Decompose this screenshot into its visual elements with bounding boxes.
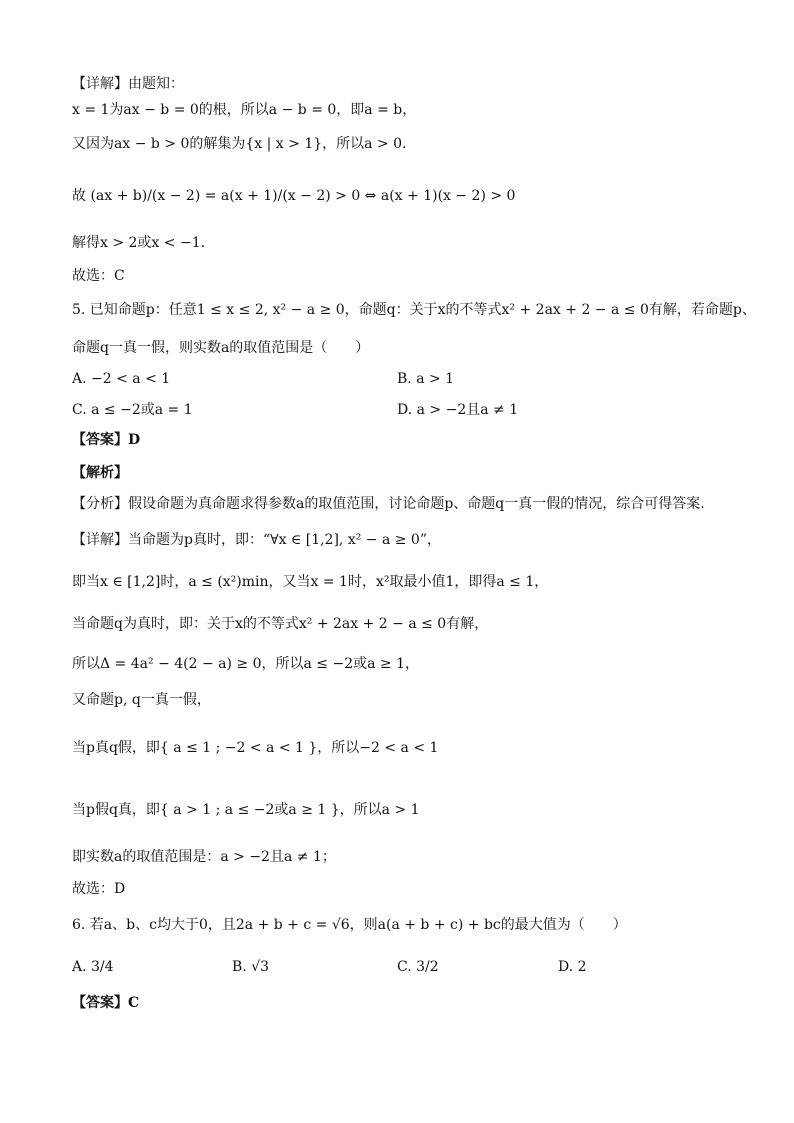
answer-label: 【答案】D [72,432,141,448]
text-line: 【详解】由题知： [72,76,184,92]
answer-label: 【答案】C [72,995,140,1011]
text-line: 又命题p, q一真一假， [72,692,211,708]
option-d: D. 2 [558,959,587,975]
option-b: B. a > 1 [397,371,455,387]
text-line: 解得x > 2或x < −1. [72,235,206,251]
option-a: A. −2 < a < 1 [72,371,171,387]
option-a: A. 3/4 [72,959,114,975]
option-c: C. a ≤ −2或a = 1 [72,402,193,418]
option-c: C. 3/2 [397,959,439,975]
text-line: 当命题q为真时，即：关于x的不等式x² + 2ax + 2 − a ≤ 0有解， [72,616,489,632]
text-line: 即当x ∈ [1,2]时，a ≤ (x²)min，又当x = 1时，x²取最小值1，即得a ≤ 1， [72,574,549,590]
text-line: 当p假q真，即{ a > 1 ; a ≤ −2或a ≥ 1 }，所以a > 1 [72,802,420,818]
option-b: B. √3 [232,959,270,975]
text-line: 所以Δ = 4a² − 4(2 − a) ≥ 0，所以a ≤ −2或a ≥ 1， [72,656,419,672]
text-line: x = 1为ax − b = 0的根，所以a − b = 0，即a = b， [72,102,417,118]
option-d: D. a > −2且a ≠ 1 [397,402,519,418]
text-line: 又因为ax − b > 0的解集为{x | x > 1}，所以a > 0. [72,136,407,152]
text-line: 命题q一真一假，则实数a的取值范围是（ ） [72,340,370,356]
text-line: 【详解】当命题为p真时，即：“∀x ∈ [1,2], x² − a ≥ 0”， [72,532,441,548]
text-line: 故 (ax + b)/(x − 2) = a(x + 1)/(x − 2) > 0 ⇔ a(x + 1)(x − 2) > 0 [72,188,516,204]
text-line: 故选：D [72,881,126,897]
text-line: 当p真q假，即{ a ≤ 1 ; −2 < a < 1 }，所以−2 < a < 1 [72,740,439,756]
analysis-label: 【解析】 [72,465,128,481]
text-line: 【分析】假设命题为真命题求得参数a的取值范围，讨论命题p、命题q一真一假的情况，综合可得答案. [72,496,705,512]
text-line: 即实数a的取值范围是：a > −2且a ≠ 1； [72,849,336,865]
text-line: 故选：C [72,268,125,284]
question-5: 5. 已知命题p：任意1 ≤ x ≤ 2, x² − a ≥ 0，命题q：关于x的不等式x² + 2ax + 2 − a ≤ 0有解，若命题p、 [72,302,756,318]
question-6: 6. 若a、b、c均大于0，且2a + b + c = √6，则a(a + b + c) + bc的最大值为（ ） [72,917,627,933]
